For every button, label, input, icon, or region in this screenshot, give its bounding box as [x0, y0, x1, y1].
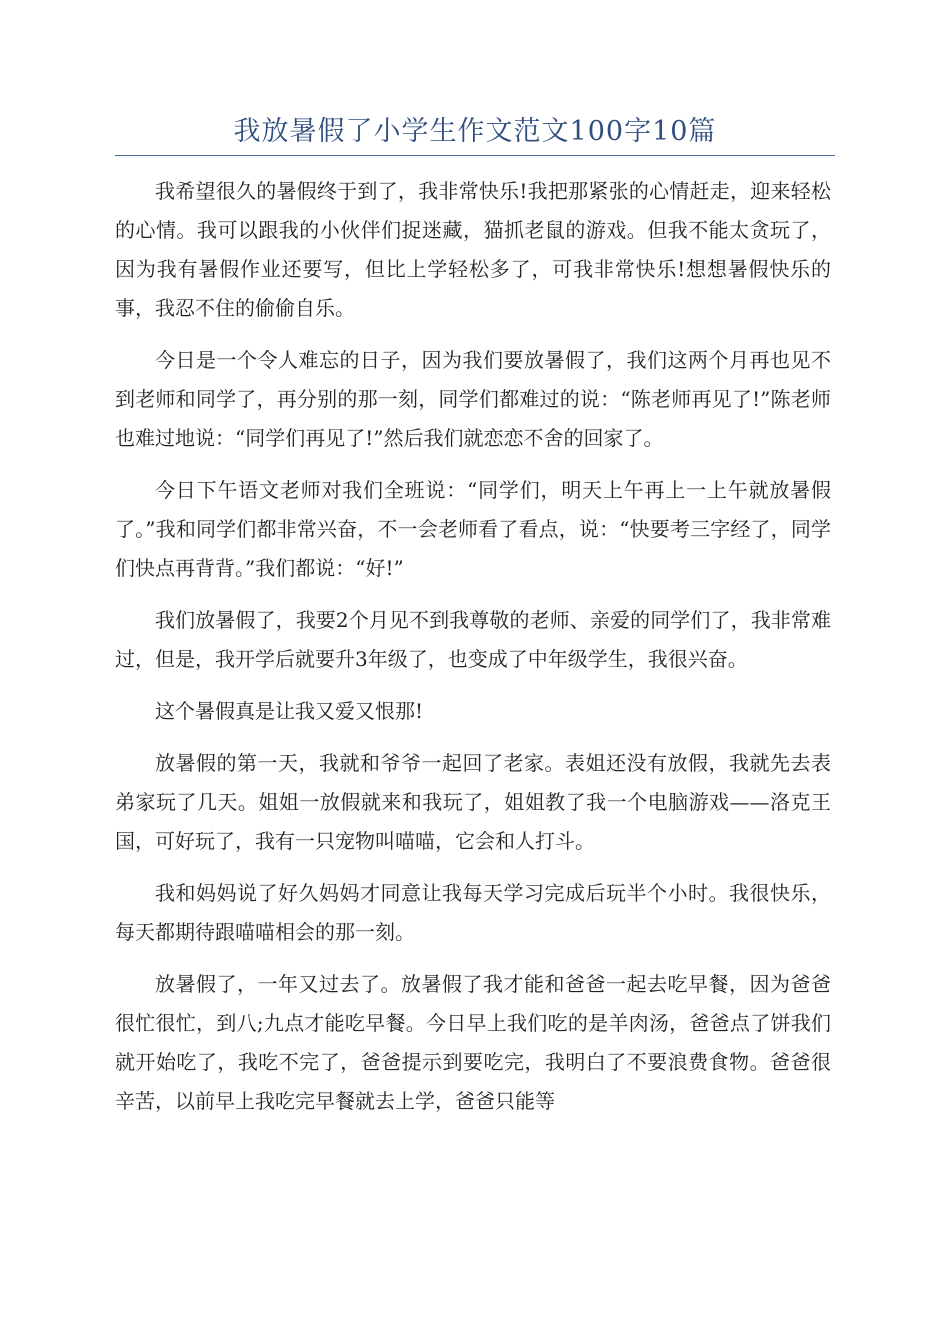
paragraph: 我和妈妈说了好久妈妈才同意让我每天学习完成后玩半个小时。我很快乐，每天都期待跟喵喵相会的那一刻。 — [115, 881, 831, 944]
title-underline — [115, 155, 835, 156]
paragraph: 放暑假了，一年又过去了。放暑假了我才能和爸爸一起去吃早餐，因为爸爸很忙很忙，到八;九点才能吃早餐。今日早上我们吃的是羊肉汤，爸爸点了饼我们就开始吃了，我吃不完了，爸爸提示到要吃完，我明白了不要浪费食物。爸爸很辛苦，以前早上我吃完早餐就去上学，爸爸只能等 — [115, 972, 831, 1113]
paragraph: 今日下午语文老师对我们全班说：“同学们，明天上午再上一上午就放暑假了。”我和同学们都非常兴奋，不一会老师看了看点，说：“快要考三字经了，同学们快点再背背。”我们都说：“好!” — [115, 478, 831, 580]
paragraph: 我们放暑假了，我要2个月见不到我尊敬的老师、亲爱的同学们了，我非常难过，但是，我开学后就要升3年级了，也变成了中年级学生，我很兴奋。 — [115, 608, 831, 671]
document-body — [115, 172, 831, 1134]
paragraph: 我希望很久的暑假终于到了，我非常快乐!我把那紧张的心情赶走，迎来轻松的心情。我可以跟我的小伙伴们捉迷藏，猫抓老鼠的游戏。但我不能太贪玩了，因为我有暑假作业还要写，但比上学轻松多了，可我非常快乐!想想暑假快乐的事，我忍不住的偷偷自乐。 — [115, 179, 831, 320]
document-title: 我放暑假了小学生作文范文100字10篇 — [233, 116, 717, 147]
paragraph: 今日是一个令人难忘的日子，因为我们要放暑假了，我们这两个月再也见不到老师和同学了，再分别的那一刻，同学们都难过的说：“陈老师再见了!”陈老师也难过地说：“同学们再见了!”然后我们就恋恋不舍的回家了。 — [115, 348, 831, 450]
paragraph: 放暑假的第一天，我就和爷爷一起回了老家。表姐还没有放假，我就先去表弟家玩了几天。姐姐一放假就来和我玩了，姐姐教了我一个电脑游戏——洛克王国，可好玩了，我有一只宠物叫喵喵，它会和人打斗。 — [115, 751, 831, 853]
paragraph: 这个暑假真是让我又爱又恨那! — [155, 699, 424, 723]
